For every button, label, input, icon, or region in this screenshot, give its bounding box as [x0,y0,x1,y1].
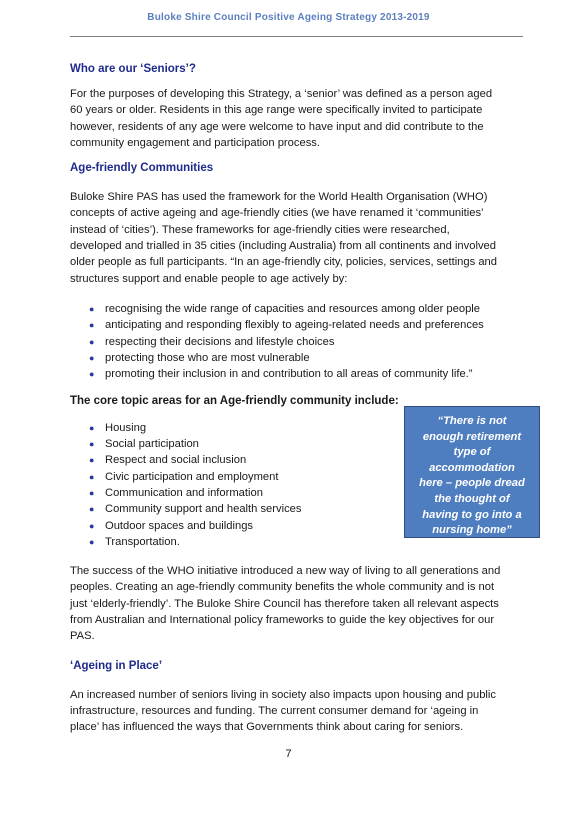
core-topics-title: The core topic areas for an Age-friendly community include: [70,395,399,408]
age-friendly-paragraph [70,189,522,287]
success-line-1: The success of the WHO initiative introduced a new way of living to all generations and [70,565,501,578]
age-friendly-heading: Age-friendly Communities [70,162,214,175]
quote-line-2: enough retirement [422,430,522,443]
who-success-paragraph [70,563,522,644]
page-content [70,61,522,736]
list-item: ● Housing [70,420,522,436]
list-item: ● recognising the wide range of capacities and resources among older people [70,301,522,317]
bullet-icon: ● [89,536,95,547]
list-item: ● Social participation [70,436,522,452]
quote-line-4: accommodation [429,461,515,474]
seniors-heading: Who are our ‘Seniors’? [70,63,196,75]
bullet-icon: ● [89,303,95,314]
bullet-icon: ● [89,336,95,347]
ageing-line-3: place’ has influenced the ways that Governments think about caring for seniors. [70,721,464,734]
bullet-icon: ● [89,504,95,515]
seniors-line-2: 60 years or older. Residents in this age range were specifically invited to participate [70,104,483,117]
bullet-icon: ● [89,320,95,331]
age-friendly-line-1: Buloke Shire PAS has used the framework for the World Health Organisation (WHO) [70,191,488,204]
bullet-icon: ● [89,471,95,482]
active-ageing-list [70,301,522,382]
bullet-icon: ● [89,439,95,450]
bullet-icon: ● [89,422,95,433]
quote-attribution: ~Resident [445,539,499,552]
quote-line-3: type of [453,446,491,459]
age-friendly-line-4: developed and trialled in 35 cities (including Australia) from all continents and involved [70,240,496,253]
ageing-line-1: An increased number of seniors living in society also impacts upon housing and public [70,688,496,701]
list-item: ● Outdoor spaces and buildings [70,518,522,534]
list-item: ● Respect and social inclusion [70,452,522,468]
seniors-line-3: however, residents of any age were welcome to have input and did contribute to the [70,120,484,133]
ageing-in-place-heading: ‘Ageing in Place’ [70,659,163,672]
list-item: ● Communication and information [70,485,522,501]
success-line-4: from Australian and International policy frameworks to guide the key objectives for our [70,614,495,627]
list-item: ● Civic participation and employment [70,469,522,485]
resident-quote-box [404,406,540,552]
list-item: ● protecting those who are most vulnerable [70,350,522,366]
bullet-icon: ● [89,520,95,531]
seniors-paragraph [70,86,522,151]
list-item: ● Community support and health services [70,501,522,517]
age-friendly-line-5: older people as full participants. “In an age-friendly city, policies, services, settings and [70,256,497,269]
success-line-5: PAS. [70,630,95,643]
age-friendly-line-2: concepts of active ageing and age-friendly cities (we have renamed it ‘communities’ [70,207,484,220]
bullet-icon: ● [89,487,95,498]
age-friendly-line-3: instead of ‘cities’). These frameworks for age-friendly cities were researched, [70,223,450,236]
list-item: ● anticipating and responding flexibly to ageing-related needs and preferences [70,317,522,333]
bullet-icon: ● [89,352,95,363]
success-line-3: just ‘elderly-friendly’. The Buloke Shire Council has therefore taken all relevant aspects [70,597,499,610]
quote-line-6: the thought of [434,492,510,505]
seniors-line-4: community engagement and participation process. [70,136,320,149]
quote-line-8: nursing home” [432,524,512,537]
bullet-icon: ● [89,369,95,380]
list-item: ● respecting their decisions and lifestyle choices [70,334,522,350]
quote-line-5: here – people dread [419,477,525,490]
ageing-line-2: infrastructure, resources and funding. The current consumer demand for ‘ageing in [70,704,479,717]
list-item: ● promoting their inclusion in and contribution to all areas of community life.” [70,366,522,382]
success-line-2: peoples. Creating an age-friendly community benefits the whole community and is not [70,581,495,594]
page-number: 7 [285,748,292,760]
quote-line-7: having to go into a [422,508,522,521]
seniors-line-1: For the purposes of developing this Strategy, a ‘senior’ was defined as a person aged [70,88,493,100]
ageing-in-place-paragraph [70,687,522,736]
running-header: Buloke Shire Council Positive Ageing Strategy 2013-2019 [147,12,430,23]
bullet-icon: ● [89,455,95,466]
header-divider [70,36,523,37]
list-item: ● Transportation. [70,534,522,550]
age-friendly-line-6: structures support and enable people to age actively by: [70,272,348,285]
quote-line-1: “There is not [437,415,507,427]
